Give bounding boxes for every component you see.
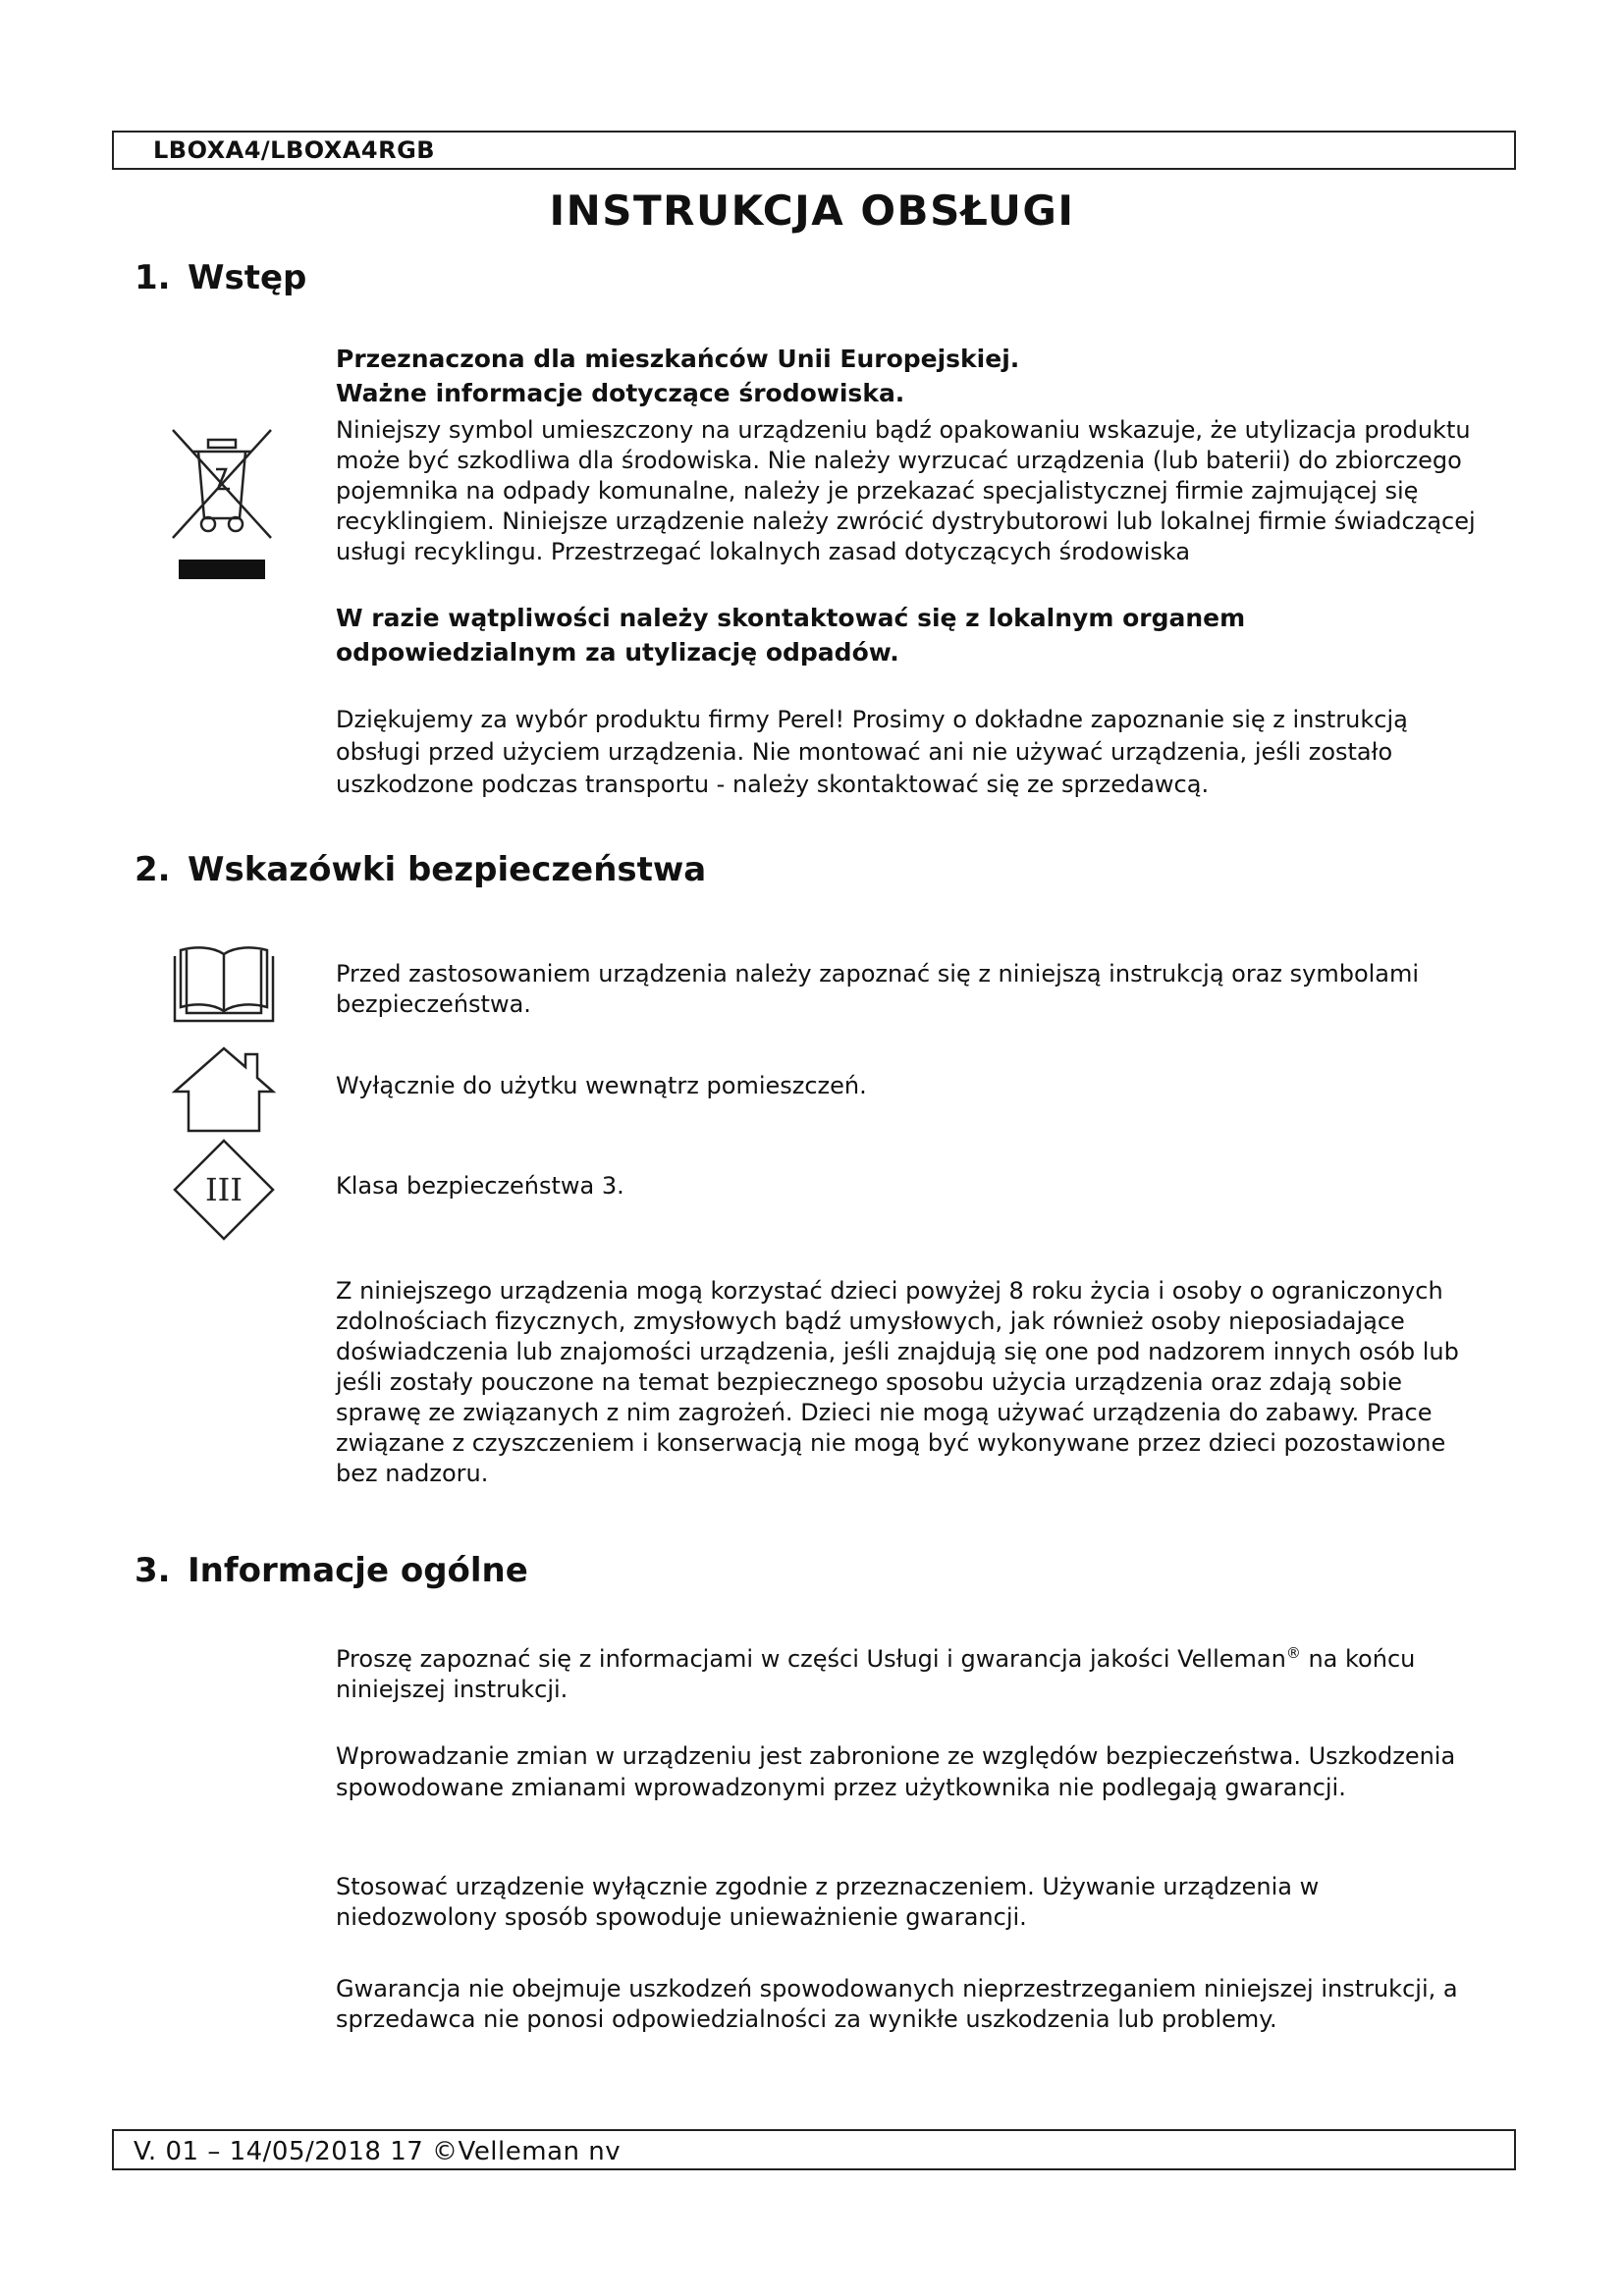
- children-use-text: Z niniejszego urządzenia mogą korzystać dzieci powyżej 8 roku życia i osoby o ograniczonych zdolnościach fizycznych, zmysłowych bądź umysłowych, jak również osoby nieposiadające doświadczenia lub znajomości urządzenia, jeśli znajdują się one pod nadzorem innych osób lub jeśli zostały pouczone na temat bezpiecznego sposobu użycia urządzenia oraz zdają sobie sprawę ze związanych z nim zagrożeń. Dzieci nie mogą używać urządzenia do zabawy. Prace związane z czyszczeniem i konserwacją nie mogą być wykonywane przez dzieci pozostawione bez nadzoru.: [336, 1277, 1459, 1487]
- indoor-use-text: Wyłącznie do użytku wewnątrz pomieszczeń.: [336, 1072, 867, 1099]
- page-title: INSTRUKCJA OBSŁUGI: [549, 187, 1075, 235]
- read-manual-text: Przed zastosowaniem urządzenia należy zapoznać się z niniejszą instrukcją oraz symbolami bezpieczeństwa.: [336, 960, 1420, 1018]
- section-title: Wskazówki bezpieczeństwa: [188, 850, 707, 889]
- section-heading-safety: [135, 850, 706, 889]
- warranty-reference: Proszę zapoznać się z informacjami w części Usługi i gwarancja jakości Velleman® na końcu niniejszej instrukcji.: [336, 1644, 1416, 1703]
- header-bar: [112, 131, 1516, 170]
- section-number: 1.: [135, 258, 171, 297]
- read-manual-book-icon: [173, 942, 275, 1023]
- modification-warning: Wprowadzanie zmian w urządzeniu jest zabronione ze względów bezpieczeństwa. Uszkodzenia spowodowane zmianami wprowadzonymi przez użytkownika nie podlegają gwarancji.: [336, 1742, 1456, 1801]
- thank-you-note: Dziękujemy za wybór produktu firmy Perel! Prosimy o dokładne zapoznanie się z instrukcją obsługi przed użyciem urządzenia. Nie montować ani nie używać urządzenia, jeśli zostało uszkodzone podczas transportu - należy skontaktować się ze sprzedawcą.: [336, 706, 1408, 798]
- warranty-exclusion-text: Gwarancja nie obejmuje uszkodzeń spowodowanych nieprzestrzeganiem niniejszej instrukcji, a sprzedawca nie ponosi odpowiedzialności za wynikłe uszkodzenia lub problemy.: [336, 1975, 1458, 2033]
- registered-mark: ®: [1285, 1644, 1301, 1662]
- section-number: 3.: [135, 1551, 171, 1590]
- section-heading-intro: [135, 258, 306, 297]
- weee-bin-icon: [165, 422, 279, 584]
- intended-use-text: Stosować urządzenie wyłącznie zgodnie z przeznaczeniem. Używanie urządzenia w niedozwolony sposób spowoduje unieważnienie gwarancji.: [336, 1873, 1320, 1931]
- disposal-warning: W razie wątpliwości należy skontaktować się z lokalnym organem odpowiedzialnym za utylizację odpadów.: [336, 604, 1246, 667]
- section-heading-general: [135, 1551, 528, 1590]
- model-name: LBOXA4/LBOXA4RGB: [153, 136, 436, 164]
- section-number: 2.: [135, 850, 171, 889]
- footer-version: V. 01 – 14/05/2018 17 ©Velleman nv: [134, 2137, 622, 2166]
- eu-residents-note: Przeznaczona dla mieszkańców Unii Europejskiej. Ważne informacje dotyczące środowiska.: [336, 345, 1020, 407]
- safety-class-iii-icon: [173, 1139, 275, 1241]
- section-title: Wstęp: [188, 258, 307, 297]
- section-title: Informacje ogólne: [188, 1551, 528, 1590]
- footer-bar: [112, 2129, 1516, 2170]
- indoor-house-icon: [171, 1044, 277, 1135]
- environment-info: Niniejszy symbol umieszczony na urządzeniu bądź opakowaniu wskazuje, że utylizacja produktu może być szkodliwa dla środowiska. Nie należy wyrzucać urządzenia (lub baterii) do zbiorczego pojemnika na odpady komunalne, należy je przekazać specjalistycznej firmie zajmującej się recyklingiem. Niniejsze urządzenie należy zwrócić dystrybutorowi lub lokalnej firmie świadczącej usługi recyklingu. Przestrzegać lokalnych zasad dotyczących środowiska: [336, 416, 1476, 565]
- class-symbol: III: [205, 1171, 243, 1208]
- safety-class-text: Klasa bezpieczeństwa 3.: [336, 1172, 624, 1200]
